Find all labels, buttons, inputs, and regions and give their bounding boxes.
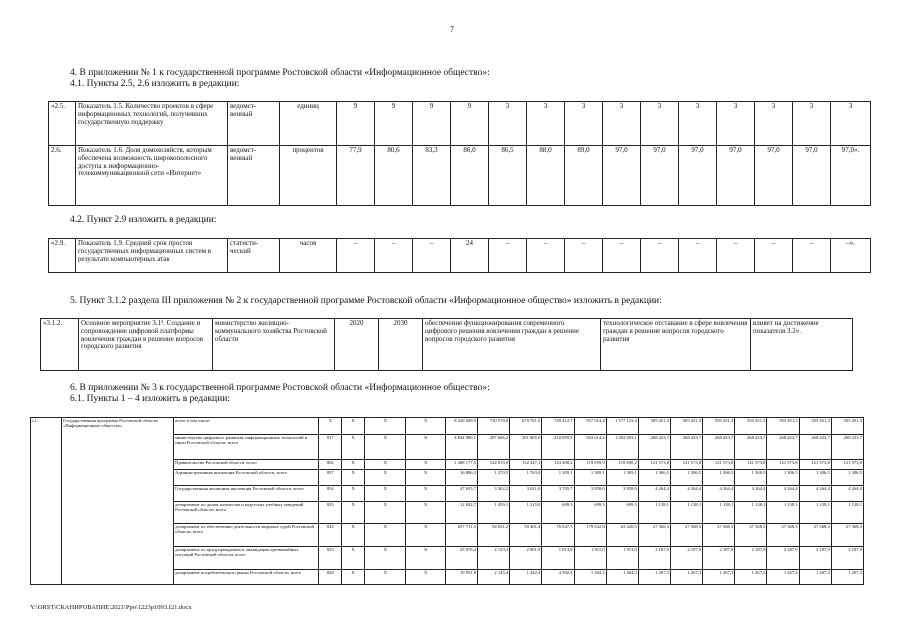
table-row (49, 102, 871, 146)
table-cell: 1 306,5 (799, 470, 831, 486)
table-cell: 9 (375, 102, 413, 146)
section-4-heading: 4. В приложении № 1 к государственной программе Ростовской области «Информационное общество»: (70, 68, 490, 78)
table-cell: 2 145,4 (478, 570, 510, 585)
table-cell: 24 (451, 239, 489, 273)
table-cell: 3 858,0 (574, 486, 606, 502)
table-cell: 1 138,1 (703, 502, 735, 524)
table-cell: 27 368,3 (735, 524, 767, 547)
table-cell: Правительство Ростовской области, всего (174, 460, 319, 470)
table-cell: 802 (319, 460, 342, 470)
table-cell: статисти-ческий (228, 239, 280, 273)
table-cell: X (342, 418, 365, 435)
table-cell: департамент по делам казачества и кадетских учебных заведений Ростовской области, всего (174, 502, 319, 524)
table-cell: 4 844 980,1 (445, 435, 477, 460)
table-cell: Показатель 1.9. Средний срок простоя государственных информационных систем в результате компьютерных атак (76, 239, 228, 273)
table-cell: 3 858,0 (606, 486, 638, 502)
table-cell: 563 614,4 (574, 435, 606, 460)
table-cell: 3 302,2 (478, 486, 510, 502)
table-cell: 3 (831, 102, 871, 146)
table-cell: 2 123,3 (478, 547, 510, 570)
table-cell: 505 451,3 (703, 418, 735, 435)
table-budget-items-1-4 (30, 417, 864, 585)
table-cell: X (319, 418, 342, 435)
table-cell: 3 (641, 102, 679, 146)
table-cell: 2 187,9 (831, 547, 863, 570)
table-cell: 1 267,3 (831, 570, 863, 585)
document-path: Y:\ORST\СКАНИРОВАНИЕ\2021\Ppo\1223p1093.f21.docx (30, 604, 192, 611)
table-cell: 9 (413, 102, 451, 146)
table-cell: X (364, 524, 405, 547)
table-cell: 76 647,5 (542, 524, 574, 547)
table-cell: 505 451,3 (735, 418, 767, 435)
table-cell: 1 267,3 (670, 570, 702, 585)
table-cell: – (641, 239, 679, 273)
table-cell: 2 187,9 (703, 547, 735, 570)
table-cell: процентов (280, 146, 337, 206)
table-cell: X (406, 435, 445, 460)
table-cell: – (413, 239, 451, 273)
table-cell: 1 267,3 (767, 570, 799, 585)
table-cell: X (406, 547, 445, 570)
table-cell: 1 911,0 (574, 547, 606, 570)
table-cell: 121 573,8 (735, 460, 767, 470)
table-cell: 88,0 (527, 146, 565, 206)
table-cell: 4 264,4 (735, 486, 767, 502)
table-cell: 80,6 (375, 146, 413, 206)
table-cell: 86,0 (451, 146, 489, 206)
table-cell: 824 (319, 524, 342, 547)
table-cell: 27 368,3 (638, 524, 670, 547)
table-cell: 699,3 (542, 502, 574, 524)
table-cell: 1 309,1 (542, 470, 574, 486)
table-cell: 2 187,9 (767, 547, 799, 570)
table-cell: «1. (31, 418, 62, 585)
table-cell: Основное мероприятие 3.1². Создание и сопровождение цифровой платформы вовлечения граждан в решение вопросов городского развития (79, 319, 213, 371)
table-row (49, 239, 871, 273)
table-cell: 268 423,7 (767, 435, 799, 460)
table-cell: 505 451,3 (799, 418, 831, 435)
table-cell: 505 451,3 (767, 418, 799, 435)
table-cell: департамент потребительского рынка Ростовской области, всего (174, 570, 319, 585)
table-measure-3-1-2 (40, 318, 853, 371)
table-cell: 2 187,9 (735, 547, 767, 570)
table-cell: 94 031,2 (478, 524, 510, 547)
table-cell: X (342, 460, 365, 470)
table-cell: – (489, 239, 527, 273)
table-cell: 2020 (335, 319, 379, 371)
table-cell: – (793, 239, 831, 273)
table-cell: X (406, 418, 445, 435)
table-cell: влияет на достижение показателя 3.2». (751, 319, 853, 371)
table-cell: 119 059,9 (574, 460, 606, 470)
table-cell: 1 306,5 (767, 470, 799, 486)
table-cell: – (603, 239, 641, 273)
table-cell: X (406, 570, 445, 585)
table-cell: 749 412,7 (542, 418, 574, 435)
table-cell: 1 267,3 (735, 570, 767, 585)
table-cell: 121 573,8 (670, 460, 702, 470)
table-cell: 121 573,8 (703, 460, 735, 470)
table-cell: 179 632,8 (574, 524, 606, 547)
table-cell: 2030 (379, 319, 423, 371)
table-cell: 268 423,7 (831, 435, 863, 460)
table-cell: Показатель 1.5. Количество проектов в сфере информационных технологий, получивших государственную поддержку (76, 102, 228, 146)
table-cell: 3 705,7 (542, 486, 574, 502)
table-cell: 97,0». (831, 146, 871, 206)
table-cell: 268 423,7 (638, 435, 670, 460)
table-cell: X (364, 418, 405, 435)
table-cell: часов (280, 239, 337, 273)
table-cell: 1 404,3 (606, 570, 638, 585)
table-cell: 291 965,0 (510, 435, 542, 460)
table-cell: министерство жилищно-коммунального хозяйства Ростовской области (213, 319, 335, 371)
table-cell: 1 309,1 (574, 470, 606, 486)
table-cell: X (364, 486, 405, 502)
table-cell: 268 423,7 (735, 435, 767, 460)
table-cell: 505 451,3 (638, 418, 670, 435)
table-cell: 8 226 049,9 (445, 418, 477, 435)
table-cell: 4 264,4 (767, 486, 799, 502)
table-cell: X (342, 435, 365, 460)
table-cell: Государственная жилищная инспекция Ростовской области, всего (174, 486, 319, 502)
table-cell: X (342, 570, 365, 585)
table-cell: 97,0 (603, 146, 641, 206)
table-row (41, 319, 853, 371)
table-row (49, 146, 871, 206)
table-cell: 143 408,2 (542, 460, 574, 470)
table-cell: 1 138,1 (831, 502, 863, 524)
table-cell: 823 (319, 547, 342, 570)
table-cell: 1 309,1 (606, 470, 638, 486)
table-cell: 19 851,8 (445, 570, 477, 585)
table-cell: 1 138,1 (767, 502, 799, 524)
table-cell: 9 (451, 102, 489, 146)
table-cell: 268 423,7 (670, 435, 702, 460)
table-cell: 63 420,5 (606, 524, 638, 547)
table-cell: 97,0 (717, 146, 755, 206)
table-cell: 854 (319, 486, 342, 502)
table-cell: 657 711,5 (445, 524, 477, 547)
table-cell: 2 187,9 (638, 547, 670, 570)
table-cell: X (406, 470, 445, 486)
table-cell: 83,3 (413, 146, 451, 206)
table-cell: 27 368,3 (703, 524, 735, 547)
table-cell: 4 264,4 (638, 486, 670, 502)
table-cell: X (364, 502, 405, 524)
table-cell: «2.5. (49, 102, 76, 146)
table-cell: 122 019,0 (478, 460, 510, 470)
table-cell: обеспечение функционирования современного цифрового решения вовлечения граждан в решение вопросов городского развития (423, 319, 601, 371)
table-cell: Административная инспекция Ростовской области, всего (174, 470, 319, 486)
table-cell: 27 368,3 (767, 524, 799, 547)
table-cell: 2.6. (49, 146, 76, 206)
table-cell: 89,0 (565, 146, 603, 206)
table-cell: 505 451,3 (831, 418, 863, 435)
table-cell: X (364, 460, 405, 470)
table-cell: 1 911,0 (606, 547, 638, 570)
table-cell: X (342, 470, 365, 486)
table-cell: 1 813,9 (542, 547, 574, 570)
table-cell: 699,3 (574, 502, 606, 524)
table-cell: 1 404,3 (574, 570, 606, 585)
table-cell: 410 095,5 (542, 435, 574, 460)
table-cell: 9 (337, 102, 375, 146)
table-cell: X (364, 470, 405, 486)
table-row (31, 418, 864, 435)
table-cell: 3 (489, 102, 527, 146)
table-cell: Государственная программа Ростовской области «Информационное общество» (62, 418, 174, 585)
table-cell: X (406, 460, 445, 470)
table-cell: 4 264,4 (703, 486, 735, 502)
table-cell: X (364, 435, 405, 460)
table-cell: 1 138,1 (670, 502, 702, 524)
table-cell: 1 763,0 (510, 470, 542, 486)
table-cell: 730 578,8 (478, 418, 510, 435)
table-cell: 1 267,3 (703, 570, 735, 585)
table-cell: 817 (319, 435, 342, 460)
table-cell: 1 306,5 (670, 470, 702, 486)
table-cell: Показатель 1.6. Доля домохозяйств, которым обеспечена возможность широкополосного доступа к информационно-телекоммуникационной сети «Интернет» (76, 146, 228, 206)
table-cell: 1 302 693,1 (606, 435, 638, 460)
table-cell: – (755, 239, 793, 273)
table-cell: департамент по предупреждению и ликвидации чрезвычайных ситуаций Ростовской области, всего (174, 547, 319, 570)
section-5-heading: 5. Пункт 3.1.2 раздела III приложения № 2 к государственной программе Ростовской области «Информационное общество» изложить в редакции: (70, 296, 662, 306)
table-cell: технологическое отставание в сфере вовлечения граждан в решение вопросов городского развития (601, 319, 751, 371)
table-cell: 3 (755, 102, 793, 146)
table-cell: 1 306,5 (638, 470, 670, 486)
table-cell: 27 368,3 (831, 524, 863, 547)
table-cell: 12 842,7 (445, 502, 477, 524)
table-cell: 3 (527, 102, 565, 146)
section-6-heading: 6. В приложении № 3 к государственной программе Ростовской области «Информационное общество»: (70, 383, 490, 393)
table-cell: 1 459,1 (478, 502, 510, 524)
table-cell: 119 690,2 (606, 460, 638, 470)
table-cell: 121 573,8 (799, 460, 831, 470)
table-cell: 132 347,1 (510, 460, 542, 470)
table-cell: 1 267,3 (799, 570, 831, 585)
table-cell: X (364, 547, 405, 570)
table-cell: департамент по обеспечению деятельности мировых судей Ростовской области, всего (174, 524, 319, 547)
table-cell: 828 (319, 570, 342, 585)
table-cell: 2 901,9 (510, 547, 542, 570)
page-number: 7 (450, 25, 454, 34)
table-cell: 4 264,4 (670, 486, 702, 502)
table-cell: – (337, 239, 375, 273)
table-cell: 957 014,4 (574, 418, 606, 435)
table-cell: X (406, 502, 445, 524)
table-cell: 297 606,2 (478, 435, 510, 460)
table-cell: 3 (565, 102, 603, 146)
table-cell: X (342, 547, 365, 570)
table-cell: –». (831, 239, 871, 273)
table-cell: 505 451,3 (670, 418, 702, 435)
table-cell: 86,5 (489, 146, 527, 206)
table-cell: X (406, 486, 445, 502)
table-cell: «2.9. (49, 239, 76, 273)
table-cell: 121 573,8 (638, 460, 670, 470)
table-cell: 1 442,3 (510, 570, 542, 585)
table-cell: 16 806,3 (445, 470, 477, 486)
table-cell: 121 573,8 (831, 460, 863, 470)
table-cell: – (375, 239, 413, 273)
table-cell: ведомст-венный (228, 146, 280, 206)
table-cell: 3 (603, 102, 641, 146)
table-cell: 3 (717, 102, 755, 146)
table-cell: 97,0 (679, 146, 717, 206)
table-cell: 1 270,5 (478, 470, 510, 486)
table-cell: 3 (793, 102, 831, 146)
table-cell: 1 315,0 (510, 502, 542, 524)
table-cell: 27 368,3 (670, 524, 702, 547)
table-cell: 679 761,5 (510, 418, 542, 435)
table-cell: 268 423,7 (799, 435, 831, 460)
table-indicators-2-5-2-6 (48, 101, 871, 206)
table-cell: всего в том числе: (174, 418, 319, 435)
table-cell: 1 306,5 (831, 470, 863, 486)
table-cell: – (527, 239, 565, 273)
table-cell: 4 264,4 (831, 486, 863, 502)
table-cell: 268 423,7 (703, 435, 735, 460)
table-cell: ведомст-венный (228, 102, 280, 146)
table-cell: 1 267,3 (638, 570, 670, 585)
table-indicator-2-9 (48, 238, 871, 273)
table-cell: – (565, 239, 603, 273)
table-cell: 1 577 123,4 (606, 418, 638, 435)
table-cell: 97,0 (641, 146, 679, 206)
section-6-1-heading: 6.1. Пункты 1 – 4 изложить в редакции: (70, 394, 230, 404)
table-cell: 2 187,9 (670, 547, 702, 570)
table-cell: 1 306,5 (735, 470, 767, 486)
table-cell: – (717, 239, 755, 273)
table-cell: 27 368,3 (799, 524, 831, 547)
table-cell: министерство цифрового развития, информационных технологий и связи Ростовской области, всего (174, 435, 319, 460)
table-cell: 47 655,7 (445, 486, 477, 502)
table-cell: 2 187,9 (799, 547, 831, 570)
table-cell: 121 573,8 (767, 460, 799, 470)
table-cell: 1 488 177,5 (445, 460, 477, 470)
table-cell: – (679, 239, 717, 273)
table-cell: 1 306,5 (703, 470, 735, 486)
table-cell: единиц (280, 102, 337, 146)
table-cell: «3.1.2. (41, 319, 79, 371)
table-cell: 97,0 (793, 146, 831, 206)
table-cell: 1 138,1 (735, 502, 767, 524)
table-cell: 857 (319, 470, 342, 486)
table-cell: 825 (319, 502, 342, 524)
table-cell: 25 076,4 (445, 547, 477, 570)
section-4-2-heading: 4.2. Пункт 2.9 изложить в редакции: (70, 215, 217, 225)
table-cell: 1 138,1 (638, 502, 670, 524)
table-cell: X (364, 570, 405, 585)
table-cell: 97,0 (755, 146, 793, 206)
table-cell: 77,9 (337, 146, 375, 206)
table-cell: X (342, 486, 365, 502)
table-cell: 1 138,1 (799, 502, 831, 524)
table-cell: 50 401,4 (510, 524, 542, 547)
table-cell: X (342, 524, 365, 547)
table-cell: 4 582,4 (542, 570, 574, 585)
table-cell: X (406, 524, 445, 547)
table-cell: 699,3 (606, 502, 638, 524)
section-4-1-heading: 4.1. Пункты 2.5, 2.6 изложить в редакции: (70, 79, 240, 89)
table-cell: X (342, 502, 365, 524)
table-cell: 3 (679, 102, 717, 146)
table-cell: 3 021,0 (510, 486, 542, 502)
table-cell: 4 264,4 (799, 486, 831, 502)
